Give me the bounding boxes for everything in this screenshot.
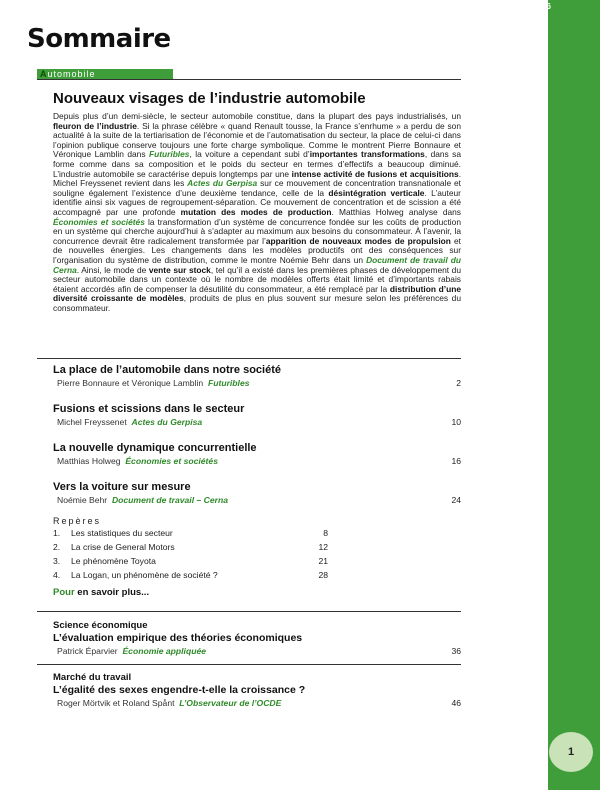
section-tag-initial: A [40, 69, 48, 79]
toc-entry-byline: Noémie Behr Document de travail – Cerna [57, 495, 228, 505]
intro-paragraph: Depuis plus d’un demi-siècle, le secteur automobile constitue, dans la plupart des pays industrialisés, un fleuron de l’industrie. Si la phrase célèbre « quand Renault tousse, la France s’enrhume » a perdu de son actualité à la suite de la tertiarisation de l’économie et de l’automatisation du secteur, la place de celui-ci dans l’opinion publique conserve toujours une forte charge symbolique. Comme le montrent Pierre Bonnaure et Véronique Lamblin dans Futuribles, la voiture a cependant subi d’importantes transformations, dans sa forme comme dans sa composition et le poids du secteur en termes d’effectifs a beaucoup diminué. L’industrie automobile se caractérise depuis longtemps par une intense activité de fusions et acquisitions. Michel Freyssenet revient dans les Actes du Gerpisa sur ce mouvement de concentration transnationale et souligne également l’existence d’une deuxième tendance, celle de la désintégration verticale. L’auteur identifie ainsi six vagues de regroupement-séparation. Ce mouvement de concentration et de scission a été accompagné par une profonde mutation des modes de production. Matthias Holweg analyse dans Économies et sociétés la transformation d’un système de concurrence fondée sur les coûts de production en un système qui cherche aujourd’hui à s’adapter au maximum aux besoins du consommateur. À l’avenir, la concurrence devrait être radicalement transformée par l’apparition de nouveaux modes de propulsion et de nouvelles énergies. Les changements dans les modèles productifs ont des conséquences sur l’organisation du système de distribution, comme le montre Noémie Behr dans un Document de travail du Cerna. Ainsi, le mode de vente sur stock, tel qu’il a existé dans les premières phases de développement du secteur automobile dans un contexte où le nombre de modèles offerts était limité et d’importants rabais étaient accordés afin de compenser la désutilité du consommateur, a été remplacé par la distribution d’une diversité croissante de modèles, produits de plus en plus souvent sur mesure selon les préférences du consommateur. [53, 111, 462, 313]
econ-entry-title: L’égalité des sexes engendre-t-elle la croissance ? [53, 684, 306, 696]
article-headline: Nouveaux visages de l’industrie automobile [53, 90, 366, 107]
section-tag [37, 69, 173, 79]
page-number-badge: 1 [549, 732, 593, 772]
toc-entry-title: La place de l’automobile dans notre société [53, 364, 282, 376]
toc-entry-title: Fusions et scissions dans le secteur [53, 403, 245, 415]
pour-en-savoir-plus: Pour en savoir plus... [53, 587, 150, 598]
econ-entry-byline: Patrick Éparvier Économie appliquée [57, 646, 207, 656]
toc-entry-byline: Michel Freyssenet Actes du Gerpisa [57, 417, 203, 427]
toc-entry-title: Vers la voiture sur mesure [53, 481, 191, 493]
econ-entry-kicker: Marché du travail [53, 672, 132, 683]
toc-rule [37, 358, 461, 359]
econ-entry-kicker: Science économique [53, 620, 148, 631]
toc-entry[interactable] [53, 481, 461, 505]
toc-entry-title: La nouvelle dynamique concurrentielle [53, 442, 257, 454]
econ-entry-page: 46 [451, 698, 461, 708]
section-rule [37, 79, 461, 80]
toc-entry-page: 16 [451, 456, 461, 466]
issue-date: 18 janvier 2006 [494, 2, 551, 11]
repere-item[interactable]: 2. La crise de General Motors 12 [53, 542, 328, 552]
toc-entry-page: 10 [451, 417, 461, 427]
divider-rule [37, 664, 461, 665]
econ-entry[interactable] [53, 672, 461, 708]
toc-entry-byline: Matthias Holweg Économies et sociétés [57, 456, 218, 466]
econ-entry[interactable] [53, 620, 461, 656]
toc-entry-page: 24 [451, 495, 461, 505]
repere-item[interactable]: 3. Le phénomène Toyota 21 [53, 556, 328, 566]
econ-entry-title: L’évaluation empirique des théories économiques [53, 632, 303, 644]
toc-entry[interactable] [53, 442, 461, 466]
repere-item[interactable]: 1. Les statistiques du secteur 8 [53, 528, 328, 538]
reperes-title: Repères [53, 516, 102, 526]
green-side-bar [548, 0, 600, 790]
section-tag-label: utomobile [47, 69, 96, 79]
toc-entry[interactable] [53, 364, 461, 388]
page-title: Sommaire [27, 24, 171, 54]
divider-rule [37, 611, 461, 612]
toc-entry-byline: Pierre Bonnaure et Véronique Lamblin Futuribles [57, 378, 250, 388]
repere-item[interactable]: 4. La Logan, un phénomène de société ? 28 [53, 570, 328, 580]
econ-entry-page: 36 [451, 646, 461, 656]
toc-entry-page: 2 [456, 378, 461, 388]
econ-entry-byline: Roger Mörtvik et Roland Spånt L’Observateur de l’OCDE [57, 698, 282, 708]
toc-entry[interactable] [53, 403, 461, 427]
